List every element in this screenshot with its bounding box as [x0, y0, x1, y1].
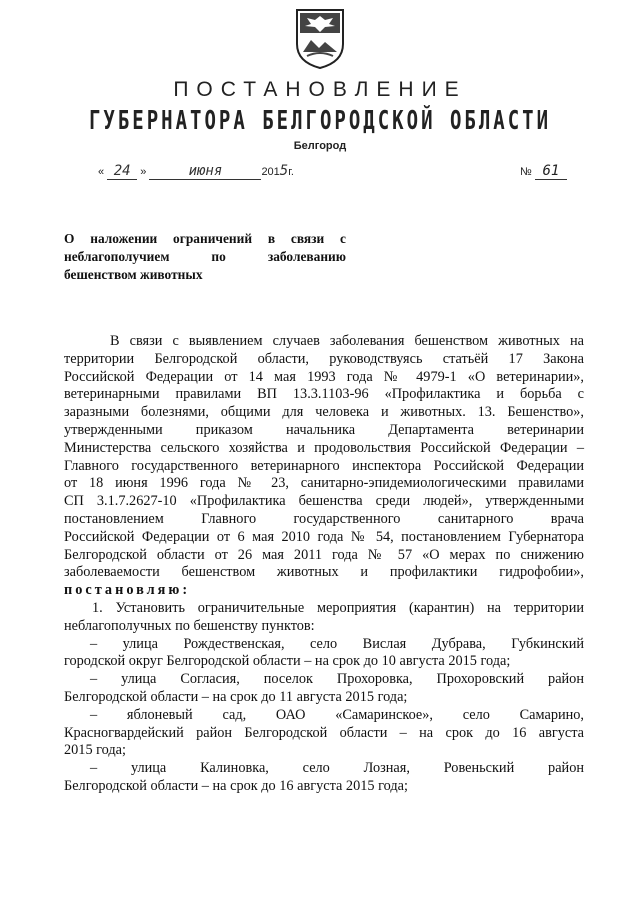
date-year-end: г. [288, 166, 294, 178]
document-issuer: ГУБЕРНАТОРА БЕЛГОРОДСКОЙ ОБЛАСТИ [88, 106, 552, 136]
item-line: 1. Установить ограничительные мероприятия (карантин) на территории [92, 599, 584, 616]
date-year-suffix: 5 [279, 163, 289, 179]
document-type: ПОСТАНОВЛЕНИЕ [173, 78, 467, 101]
document-body [64, 333, 584, 796]
number-value: 61 [535, 163, 567, 180]
document-city: Белгород [293, 140, 347, 152]
date-open-quote: « [98, 166, 105, 178]
body-line: от 18 июня 1996 года № 23, санитарно-эпидемиологическими правилами [64, 475, 584, 492]
body-line: Министерства сельского хозяйства и продовольствия Российской Федерации – [64, 439, 584, 456]
bullet-line: – яблоневый сад, ОАО «Самаринское», село Самарино, [90, 706, 584, 723]
body-line: заболеваемости бешенством животных и профилактики гидрофобии», [64, 564, 584, 581]
title-line: О наложении ограничений в связи с [64, 231, 346, 246]
body-line: заразными болезнями, общими для человека и животных. 13. Бешенство», [64, 404, 584, 421]
bullet-line: Белгородской области – на срок до 16 августа 2015 года; [64, 777, 408, 794]
date-year-prefix: 201 [261, 166, 280, 178]
date-month: июня [149, 163, 261, 180]
document-number [520, 163, 567, 180]
body-line: Российской Федерации от 14 мая 1993 года № 4979-1 «О ветеринарии», [64, 368, 584, 385]
body-line: Главного государственного ветеринарного инспектора Российской Федерации [64, 457, 584, 474]
body-line: Российской Федерации от 6 мая 2010 года № 54, постановлением Губернатора [64, 528, 584, 545]
body-line: СП 3.1.7.2627-10 «Профилактика бешенства среди людей», утвержденными [64, 493, 584, 510]
body-line: утвержденными приказом начальника Департамента ветеринарии [64, 421, 584, 438]
body-line: В связи с выявлением случаев заболевания бешенством животных на [110, 333, 584, 349]
body-line: территории Белгородской области, руководствуясь статьёй 17 Закона [64, 350, 584, 367]
bullet-line: – улица Калиновка, село Лозная, Ровеньский район [90, 760, 584, 777]
document-title [64, 230, 346, 284]
bullet-line: Красногвардейский район Белгородской области – на срок до 16 августа [64, 724, 584, 741]
title-line: неблагополучием по заболеванию [64, 249, 346, 264]
bullet-line: Белгородской области – на срок до 11 августа 2015 года; [64, 688, 408, 705]
date-close-quote: » [140, 166, 147, 178]
title-line: бешенством животных [64, 267, 203, 282]
date-day: 24 [107, 163, 137, 180]
body-line: постановлением Главного государственного санитарного врача [64, 510, 584, 527]
number-label: № [520, 166, 532, 178]
body-line: ветеринарными правилами ВП 13.3.1103-96 «Профилактика и борьба с [64, 386, 584, 403]
bullet-line: 2015 года; [64, 742, 127, 759]
bullet-line: – улица Рождественская, село Вислая Дубрава, Губкинский [90, 635, 584, 652]
item-line: неблагополучных по бешенству пунктов: [64, 617, 315, 634]
bullet-line: – улица Согласия, поселок Прохоровка, Прохоровский район [90, 671, 584, 688]
coat-of-arms-icon [293, 6, 347, 70]
document-date [98, 163, 294, 180]
decree-word: постановляю: [64, 582, 191, 599]
bullet-line: городской округ Белгородской области – на срок до 10 августа 2015 года; [64, 653, 511, 670]
body-line: Белгородской области от 26 мая 2011 года № 57 «О мерах по снижению [64, 546, 584, 563]
